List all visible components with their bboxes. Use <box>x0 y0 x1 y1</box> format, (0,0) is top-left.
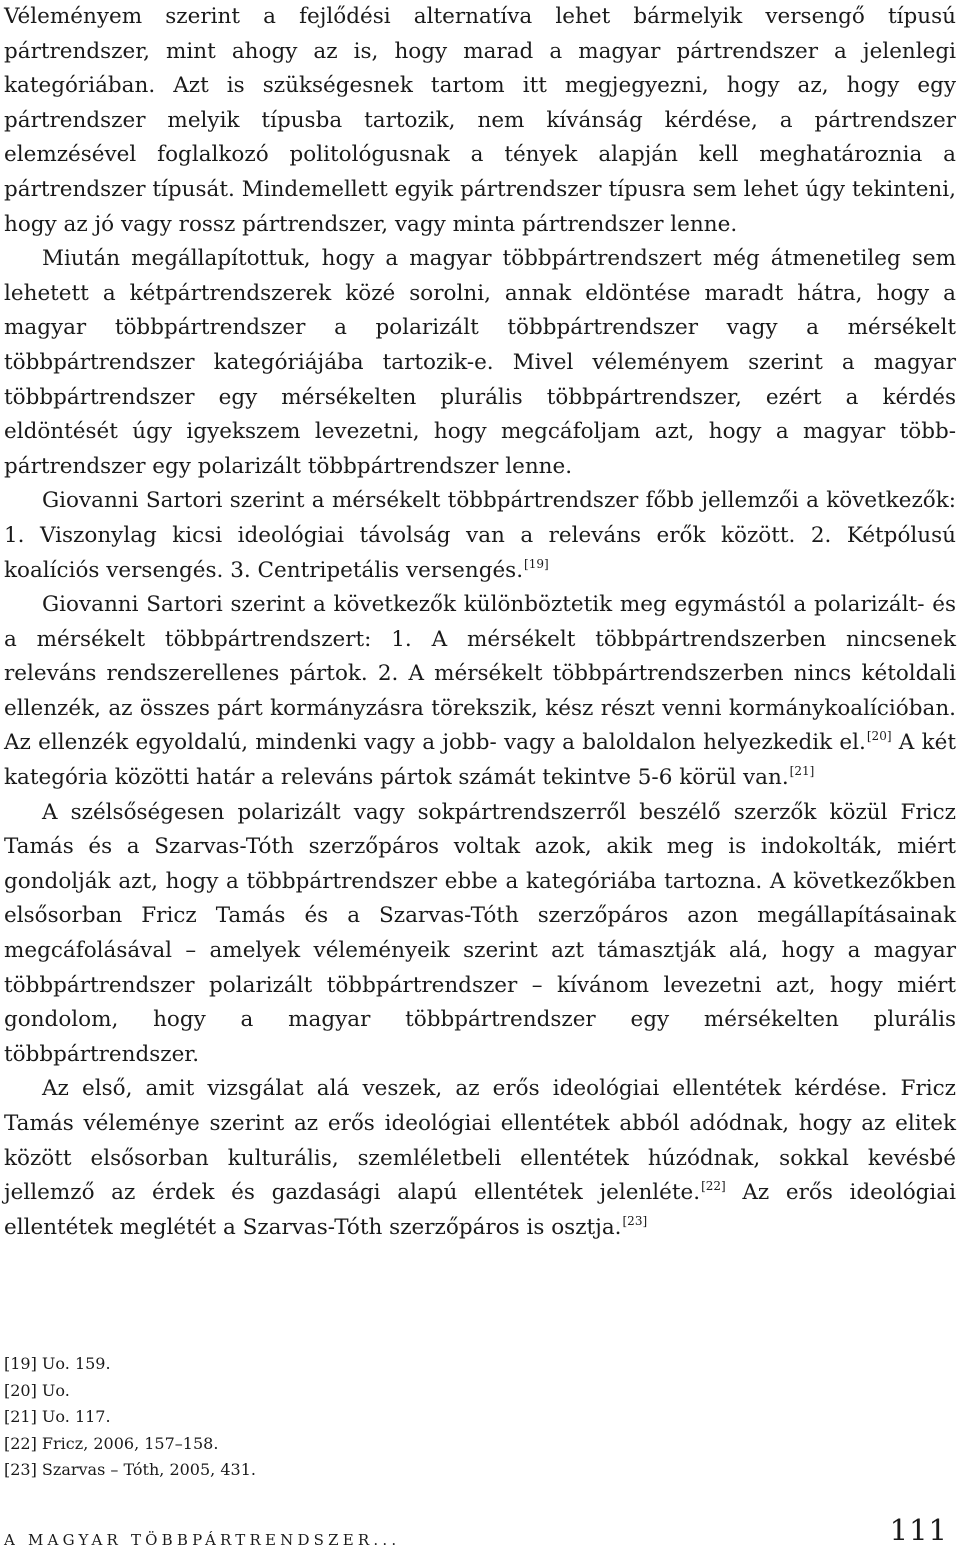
footnote-ref[interactable]: [23] <box>622 1213 648 1228</box>
footnote-22: [22] Fricz, 2006, 157–158. <box>4 1433 219 1453</box>
paragraph-text: Az első, amit vizsgálat alá veszek, az erős ideológiai ellentétek kérdése. Fricz Tamás véleménye szerint az erős ideológiai ellentétek abból adódnak, hogy az elitek között elsősorban kulturális, szemléletbeli ellentétek húzódnak, sokkal kevésbé jellemző az érdek és gazdasági alapú ellentétek jelenléte. <box>4 1076 956 1206</box>
paragraph-6 <box>4 1072 956 1245</box>
page-footer <box>4 1511 948 1551</box>
paragraph-text: Giovanni Sartori szerint a következők különböztetik meg egymástól a polarizált- és a mérsékelt többpártrendszert: 1. A mérsékelt többpártrendszerben nincsenek releváns rendszerellenes pártok. 2. A mérsékelt többpártrendszerben nincs kétoldali ellenzék, az összes párt kormányzásra törekszik, kész részt venni kormánykoalícióban. Az ellenzék egyoldalú, mindenki vagy a jobb- vagy a baloldalon helyezkedik el. <box>4 592 956 756</box>
footnote-19: [19] Uo. 159. <box>4 1354 111 1373</box>
paragraph-text: Giovanni Sartori szerint a mérsékelt többpártrendszer főbb jellemzői a következők: 1. Viszonylag kicsi ideológiai távolság van a releváns erők között. 2. Kétpólusú koalíciós versengés. 3. Centripetális versengés. <box>4 488 956 583</box>
paragraph-text: Véleményem szerint a fejlődési alternatíva lehet bármelyik versengő típusú pártrendszer, mint ahogy az is, hogy marad a magyar pártrendszer a jelenlegi kategóriában. Azt is szükségesnek tartom itt megjegyezni, hogy az, hogy egy pártrendszer melyik típusba tartozik, nem kívánság kérdése, a pártrendszer elemzésével foglalkozó politológusnak a tények alapján kell meghatároznia a pártrendszer típusát. Mindemellett egyik pártrendszer típusra sem lehet úgy tekinteni, hogy az jó vagy rossz pártrendszer, vagy minta pártrendszer lenne. <box>4 4 956 237</box>
paragraph-2 <box>4 242 956 484</box>
paragraph-1 <box>4 0 956 242</box>
body-text <box>4 0 956 1245</box>
paragraph-text-continued: Az erős ideológiai ellentétek meglétét a Szarvas-Tóth szerzőpáros is osztja. <box>4 1180 957 1240</box>
footnote-20: [20] Uo. <box>4 1380 70 1400</box>
paragraph-text: Miután megállapítottuk, hogy a magyar többpártrendszert még átmenetileg sem lehetett a kétpártrendszerek közé sorolni, annak eldöntése maradt hátra, hogy a magyar többpártrendszer a polarizált többpártrendszer vagy a mérsékelt többpártrendszer kategóriájába tartozik-e. Mivel véleményem szerint a magyar többpártrendszer egy mérsékelten plurális többpártrendszer, ezért a kérdés eldöntését úgy igyekszem levezetni, hogy megcáfoljam azt, hogy a magyar többpártrendszer egy polarizált többpártrendszer lenne. <box>4 246 956 479</box>
paragraph-3 <box>4 484 956 588</box>
footnote-ref[interactable]: [20] <box>866 729 892 744</box>
footnote-21: [21] Uo. 117. <box>4 1407 111 1426</box>
paragraph-text-continued: A két kategória közötti határ a releváns pártok számát tekintve 5-6 körül van. <box>4 730 957 791</box>
footnote-ref[interactable]: [19] <box>524 556 549 571</box>
footnote-ref[interactable]: [21] <box>789 764 815 779</box>
footnote-23: [23] Szarvas – Tóth, 2005, 431. <box>4 1460 256 1479</box>
footnotes <box>4 1351 604 1484</box>
paragraph-5 <box>4 796 956 1073</box>
footnote-ref[interactable]: [22] <box>701 1179 726 1194</box>
running-title: A MAGYAR TÖBBPÁRTRENDSZER... <box>4 1531 401 1549</box>
paragraph-text: A szélsőségesen polarizált vagy sokpártrendszerről beszélő szerzők közül Fricz Tamás és a Szarvas-Tóth szerzőpáros voltak azok, akik meg is indokolták, miért gondolják azt, hogy a többpártrendszer ebbe a kategóriába tartozna. A következőkben elsősorban Fricz Tamás és a Szarvas-Tóth szerzőpáros azon megállapításainak megcáfolásával – amelyek véleményeik szerint azt támasztják alá, hogy a magyar többpártrendszer polarizált többpártrendszer – kívánom levezetni azt, hogy miért gondolom, hogy a magyar többpártrendszer egy mérsékelten plurális többpártrendszer. <box>4 799 956 1067</box>
paragraph-4 <box>4 588 956 796</box>
page-number: 111 <box>889 1513 948 1547</box>
